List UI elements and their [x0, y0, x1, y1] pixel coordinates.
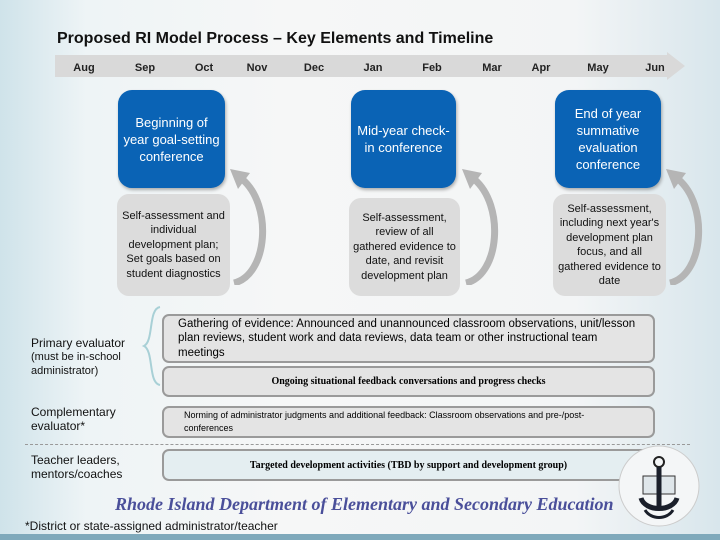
- role-teacher: Teacher leaders, mentors/coaches: [31, 453, 123, 481]
- conference-end: End of year summative evaluation conference: [555, 90, 661, 188]
- activity-feedback-text: Ongoing situational feedback conversations and progress checks: [271, 376, 546, 387]
- role-primary: [31, 336, 141, 378]
- activity-norming-text: Norming of administrator judgments and additional feedback: Classroom observations and pre-/post-conferences: [184, 410, 585, 433]
- activity-gathering-text: Gathering of evidence: Announced and unannounced classroom observations, unit/lesson plan reviews, student work and data reviews, data team or other instructional team meetings: [178, 317, 636, 359]
- divider: [25, 444, 690, 445]
- month-aug: Aug: [73, 62, 95, 74]
- role-complementary: Complementary evaluator*: [31, 405, 116, 433]
- conference-beginning: Beginning of year goal-setting conference: [118, 90, 225, 188]
- footnote: *District or state-assigned administrator/teacher: [25, 519, 278, 533]
- month-nov: Nov: [246, 62, 268, 74]
- month-jun: Jun: [645, 62, 665, 74]
- activity-targeted-text: Targeted development activities (TBD by support and development group): [249, 459, 568, 471]
- brace-icon: [140, 305, 162, 387]
- curved-arrow-icon: [664, 165, 709, 285]
- role-primary-title: Primary evaluator: [31, 336, 126, 350]
- org-name: Rhode Island Department of Elementary and Secondary Education: [115, 494, 614, 514]
- month-mar: Mar: [482, 62, 502, 74]
- month-feb: Feb: [422, 62, 442, 74]
- detail-end: Self-assessment, including next year's development plan focus, and all gathered evidence to date: [553, 194, 666, 296]
- page-title: Proposed RI Model Process – Key Elements and Timeline: [57, 30, 494, 47]
- activity-targeted: [162, 449, 655, 481]
- conference-midyear: Mid-year check-in conference: [351, 90, 456, 188]
- month-sep: Sep: [134, 62, 156, 74]
- month-oct: Oct: [194, 62, 214, 74]
- curved-arrow-icon: [460, 165, 505, 285]
- role-primary-note: (must be in-school administrator): [31, 351, 121, 377]
- seal-logo: [615, 440, 703, 532]
- month-dec: Dec: [303, 62, 325, 74]
- month-may: May: [587, 62, 609, 74]
- detail-midyear: Self-assessment, review of all gathered evidence to date, and revisit development plan: [349, 198, 460, 296]
- activity-norming: [162, 406, 655, 438]
- month-jan: Jan: [363, 62, 383, 74]
- month-apr: Apr: [531, 62, 551, 74]
- activity-feedback: [162, 366, 655, 397]
- curved-arrow-icon: [228, 165, 273, 285]
- detail-beginning: Self-assessment and individual development plan; Set goals based on student diagnostics: [117, 194, 230, 296]
- activity-gathering: [162, 314, 655, 363]
